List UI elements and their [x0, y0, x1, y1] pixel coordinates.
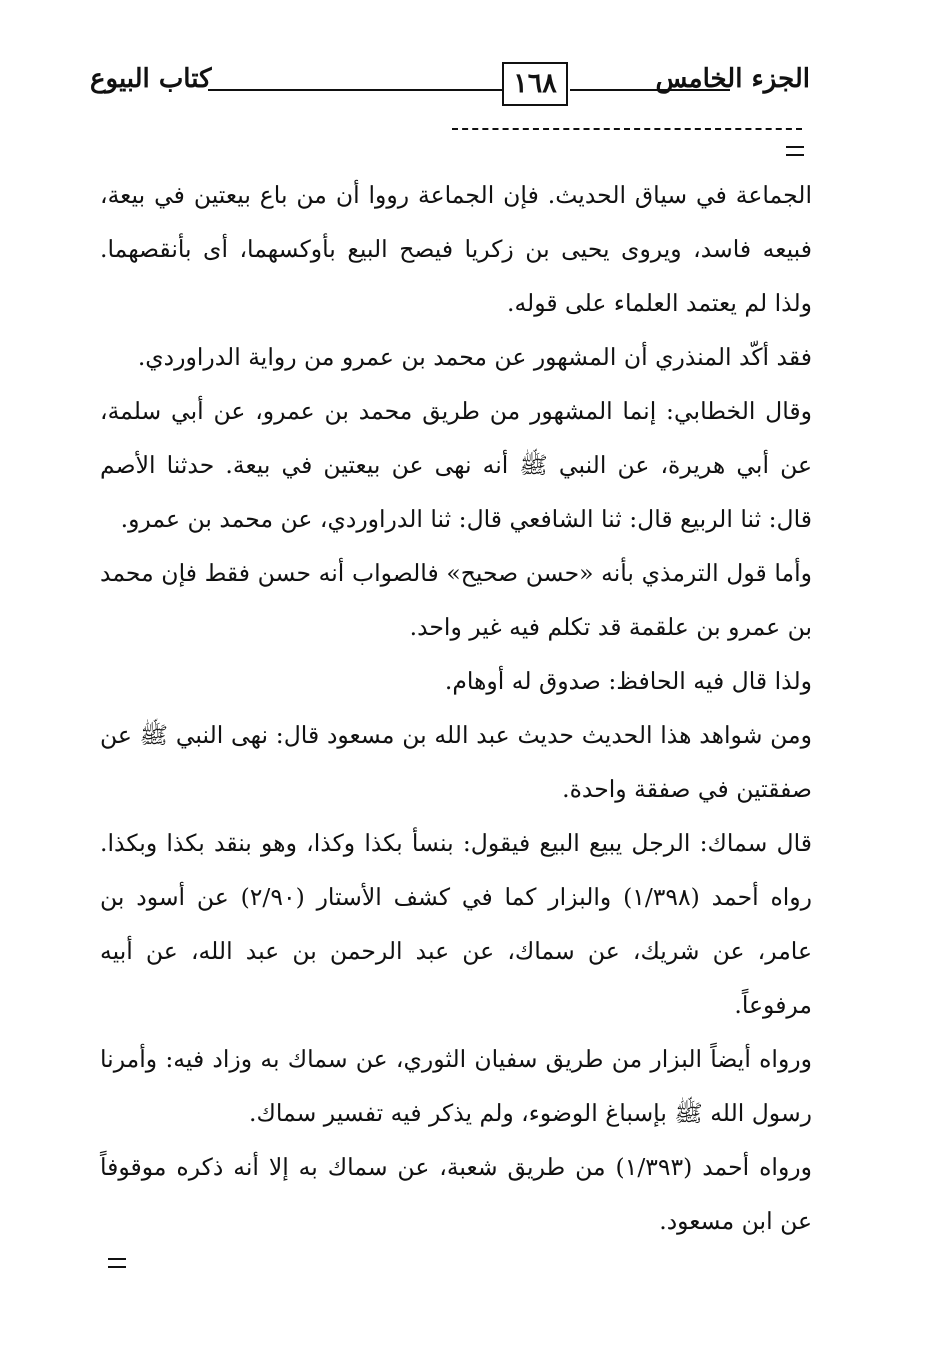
- page-body: [100, 168, 812, 1248]
- double-line-mark-bottom: [108, 1258, 126, 1268]
- paragraph: ورواه أيضاً البزار من طريق سفيان الثوري، عن سماك به وزاد فيه: وأمرنا رسول الله ﷺ بإسباغ الوضوء، ولم يذكر فيه تفسير سماك.: [100, 1045, 812, 1127]
- paragraph: ومن شواهد هذا الحديث حديث عبد الله بن مسعود قال: نهى النبي ﷺ عن صفقتين في صفقة واحدة.: [100, 721, 812, 803]
- paragraph: قال سماك: الرجل يبيع البيع فيقول: بنسأ بكذا وكذا، وهو بنقد بكذا وبكذا. رواه أحمد (١/٣٩٨) والبزار كما في كشف الأستار (٢/٩٠) عن أسود بن عامر، عن شريك، عن سماك، عن عبد الرحمن بن عبد الله، عن أبيه مرفوعاً.: [100, 829, 812, 1019]
- dashed-separator: [452, 128, 802, 130]
- double-line-mark-top: [786, 146, 804, 156]
- paragraph: الجماعة في سياق الحديث. فإن الجماعة رووا أن من باع بيعتين في بيعة، فبيعه فاسد، ويروى يحيى بن زكريا فيصح البيع بأوكسهما، أى بأنقصهما. ولذا لم يعتمد العلماء على قوله.: [100, 181, 812, 317]
- paragraph: فقد أكّد المنذري أن المشهور عن محمد بن عمرو من رواية الدراوردي.: [137, 343, 812, 371]
- part-title: الجزء الخامس: [655, 64, 810, 94]
- paragraph: ورواه أحمد (١/٣٩٣) من طريق شعبة، عن سماك به إلا أنه ذكره موقوفاً عن ابن مسعود.: [100, 1153, 812, 1235]
- paragraph: ولذا قال فيه الحافظ: صدوق له أوهام.: [444, 667, 812, 695]
- running-header: [90, 62, 810, 112]
- header-rule-left: [208, 89, 503, 91]
- paragraph: وقال الخطابي: إنما المشهور من طريق محمد بن عمرو، عن أبي سلمة، عن أبي هريرة، عن النبي ﷺ أنه نهى عن بيعتين في بيعة. حدثنا الأصم قال: ثنا الربيع قال: ثنا الشافعي قال: ثنا الدراوردي، عن محمد بن عمرو.: [100, 397, 812, 533]
- page-number: ١٦٨: [502, 62, 568, 106]
- book-title: كتاب البيوع: [90, 64, 212, 94]
- paragraph: وأما قول الترمذي بأنه «حسن صحيح» فالصواب أنه حسن فقط فإن محمد بن عمرو بن علقمة قد تكلم فيه غير واحد.: [100, 559, 812, 641]
